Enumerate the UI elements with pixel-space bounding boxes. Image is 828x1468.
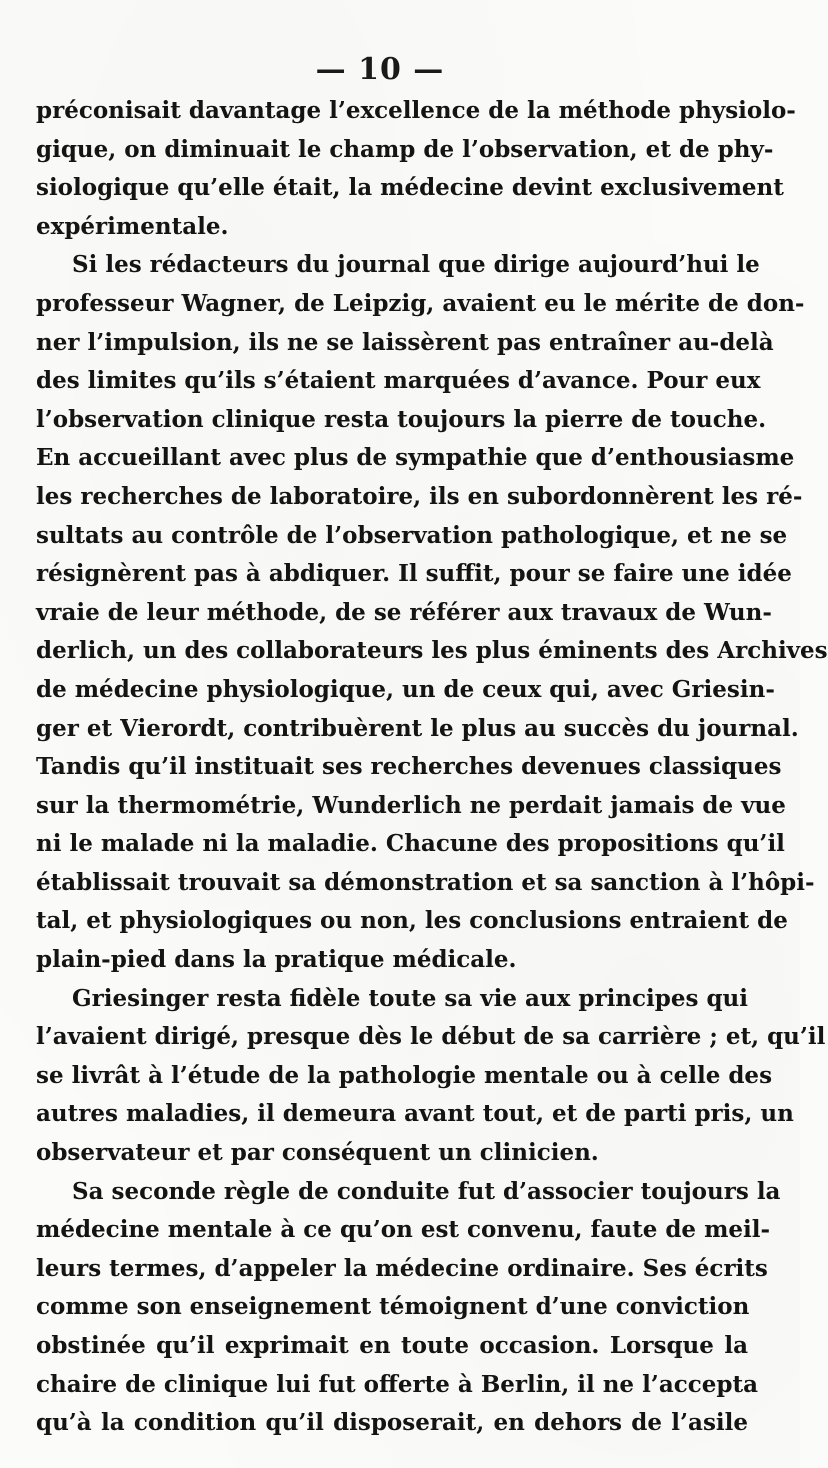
text-line: obstinée qu’il exprimait en toute occasion. Lorsque la — [36, 1332, 748, 1359]
text-line: des limites qu’ils s’étaient marquées d’avance. Pour eux — [36, 367, 761, 395]
text-line: plain-pied dans la pratique médicale. — [36, 946, 517, 974]
paragraph — [36, 1173, 781, 1443]
text-line: Griesinger resta fidèle toute sa vie aux principes qui — [72, 984, 748, 1012]
text-line: chaire de clinique lui fut offerte à Berlin, il ne l’accepta — [36, 1370, 758, 1398]
paragraph — [36, 980, 826, 1173]
text-line: professeur Wagner, de Leipzig, avaient eu le mérite de don- — [36, 289, 805, 317]
text-line: vraie de leur méthode, de se référer aux travaux de Wun- — [36, 598, 772, 626]
paragraph — [36, 246, 828, 979]
text-line: gique, on diminuait le champ de l’observation, et de phy- — [36, 135, 774, 163]
text-line: tal, et physiologiques ou non, les conclusions entraient de — [36, 907, 788, 935]
text-line: autres maladies, il demeura avant tout, et de parti pris, un — [36, 1100, 794, 1128]
text-line: sur la thermométrie, Wunderlich ne perdait jamais de vue — [36, 791, 786, 819]
page-number: — 10 — — [315, 52, 445, 87]
text-line: les recherches de laboratoire, ils en subordonnèrent les ré- — [36, 482, 803, 510]
text-line: résignèrent pas à abdiquer. Il suffit, pour se faire une idée — [36, 560, 792, 588]
text-line: En accueillant avec plus de sympathie que d’enthousiasme — [36, 444, 795, 472]
text-line: leurs termes, d’appeler la médecine ordinaire. Ses écrits — [36, 1254, 768, 1282]
text-line: comme son enseignement témoignent d’une conviction — [36, 1293, 750, 1321]
text-line: Si les rédacteurs du journal que dirige aujourd’hui le — [72, 251, 760, 279]
text-line: expérimentale. — [36, 212, 229, 240]
body-text — [36, 92, 828, 1443]
text-line: derlich, un des collaborateurs les plus éminents des Archives — [36, 637, 828, 665]
text-line: siologique qu’elle était, la médecine devint exclusivement — [36, 174, 784, 202]
paragraph — [36, 92, 796, 246]
text-line: établissait trouvait sa démonstration et sa sanction à l’hôpi- — [36, 868, 815, 896]
text-line: préconisait davantage l’excellence de la méthode physiolo- — [36, 97, 796, 124]
text-line: se livrât à l’étude de la pathologie mentale ou à celle des — [36, 1061, 773, 1089]
text-line: sultats au contrôle de l’observation pathologique, et ne se — [36, 521, 788, 549]
text-line: l’avaient dirigé, presque dès le début de sa carrière ; et, qu’il — [36, 1023, 826, 1051]
text-line: Tandis qu’il instituait ses recherches devenues classiques — [36, 753, 782, 781]
text-line: qu’à la condition qu’il disposerait, en dehors de l’asile — [36, 1409, 748, 1437]
text-line: ger et Vierordt, contribuèrent le plus au succès du journal. — [36, 714, 799, 742]
text-line: Sa seconde règle de conduite fut d’associer toujours la — [72, 1177, 781, 1205]
text-line: ner l’impulsion, ils ne se laissèrent pas entraîner au-delà — [36, 328, 774, 356]
text-line: médecine mentale à ce qu’on est convenu, faute de meil- — [36, 1216, 771, 1244]
text-line: ni le malade ni la maladie. Chacune des propositions qu’il — [36, 830, 785, 858]
text-line: de médecine physiologique, un de ceux qui, avec Griesin- — [36, 675, 775, 703]
text-line: observateur et par conséquent un clinicien. — [36, 1139, 599, 1167]
text-line: l’observation clinique resta toujours la pierre de touche. — [36, 405, 767, 433]
